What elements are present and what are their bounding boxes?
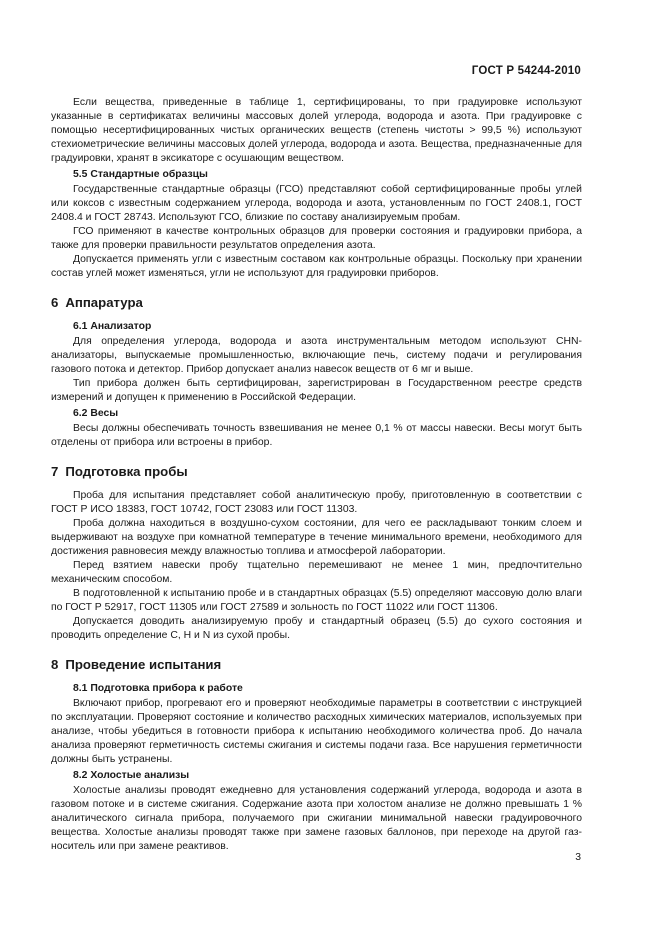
paragraph: Холостые анализы проводят ежедневно для установления содержаний углерода, водорода и азота в газовом потоке и в системе сжигания. Содержание азота при холостом анализе не должно превышать 1 % аналитического сигнала прибора, получаемого при сжигании минимальной навески градуировочного вещества. Холостые анализы проводят также при замене газовых баллонов, при переходе на другой газ-носитель или при замене реактивов.	[51, 785, 582, 852]
document-id-header: ГОСТ Р 54244-2010	[471, 65, 581, 77]
paragraph: Тип прибора должен быть сертифицирован, зарегистрирован в Государственном реестре средств измерений и допущен к применению в Российской Федерации.	[51, 378, 582, 403]
page-number: 3	[575, 852, 581, 863]
paragraph: ГСО применяют в качестве контрольных образцов для проверки состояния и градуировки прибора, а также для проверки правильности результатов определения азота.	[51, 226, 582, 251]
paragraph: Проба должна находиться в воздушно-сухом состоянии, для чего ее раскладывают тонким слоем и выдерживают на воздухе при комнатной температуре в течение минимального времени, необходимого для достижения равновесия между влажностью топлива и атмосферой лаборатории.	[51, 518, 582, 557]
section-title: Подготовка пробы	[65, 464, 188, 479]
subsection-title-6-2: 6.2 Весы	[73, 408, 119, 419]
section-heading-7	[51, 464, 582, 480]
paragraph: Весы должны обеспечивать точность взвешивания не менее 0,1 % от массы навески. Весы могут быть отделены от прибора или встроены в прибор.	[51, 423, 582, 448]
section-title: Аппаратура	[65, 295, 143, 310]
paragraph: Допускается доводить анализируемую пробу и стандартный образец (5.5) до сухого состояния и проводить определение С, Н и N из сухой пробы.	[51, 616, 582, 641]
paragraph: Если вещества, приведенные в таблице 1, сертифицированы, то при градуировке используют указанные в сертификатах величины массовых долей углерода, водорода и азота. При градуировке с помощью несертифицированных чистых органических веществ (степень чистоты > 99,5 %) используют стехиометрические величины массовых долей углерода, водорода и азота. Вещества, предназначенные для градуировки, хранят в эксикаторе с осушающим веществом.	[51, 97, 582, 164]
section-heading-6	[51, 295, 582, 311]
section-number: 8	[51, 657, 59, 672]
subsection-title-8-2: 8.2 Холостые анализы	[73, 770, 190, 781]
paragraph: Государственные стандартные образцы (ГСО) представляют собой сертифицированные пробы углей или коксов с известным содержанием углерода, водорода и азота, установленным по ГОСТ 2408.1, ГОСТ 2408.4 и ГОСТ 28743. Используют ГСО, близкие по составу анализируемым пробам.	[51, 184, 582, 223]
paragraph: Включают прибор, прогревают его и проверяют необходимые параметры в соответствии с инструкцией по эксплуатации. Проверяют состояние и количество расходных химических материалов, используемых при анализе, чтобы убедиться в готовности прибора к испытанию необходимого количества проб. До начала анализа проверяют герметичность системы сжигания и системы подачи газа. Все нарушения герметичности должны быть устранены.	[51, 698, 582, 765]
paragraph: Для определения углерода, водорода и азота инструментальным методом используют CHN-анализаторы, выпускаемые промышленностью, включающие печь, систему подачи и регулирования газового потока и детектор. Прибор допускает анализ навесок веществ от 6 мг и выше.	[51, 336, 582, 375]
document-body	[51, 96, 582, 854]
subsection-title-6-1: 6.1 Анализатор	[73, 321, 152, 332]
subsection-title-5-5: 5.5 Стандартные образцы	[73, 169, 208, 180]
section-title: Проведение испытания	[65, 657, 222, 672]
paragraph: В подготовленной к испытанию пробе и в стандартных образцах (5.5) определяют массовую долю влаги по ГОСТ Р 52917, ГОСТ 11305 или ГОСТ 27589 и зольность по ГОСТ 11022 или ГОСТ 11306.	[51, 588, 582, 613]
subsection-title-8-1: 8.1 Подготовка прибора к работе	[73, 683, 243, 694]
paragraph: Проба для испытания представляет собой аналитическую пробу, приготовленную в соответствии с ГОСТ Р ИСО 18383, ГОСТ 10742, ГОСТ 23083 или ГОСТ 11303.	[51, 490, 582, 515]
paragraph: Допускается применять угли с известным составом как контрольные образцы. Поскольку при хранении состав углей может изменяться, угли не используют для градуировки приборов.	[51, 254, 582, 279]
section-heading-8	[51, 657, 582, 673]
section-number: 7	[51, 464, 59, 479]
paragraph: Перед взятием навески пробу тщательно перемешивают не менее 1 мин, предпочтительно механическим способом.	[51, 560, 582, 585]
section-number: 6	[51, 295, 59, 310]
